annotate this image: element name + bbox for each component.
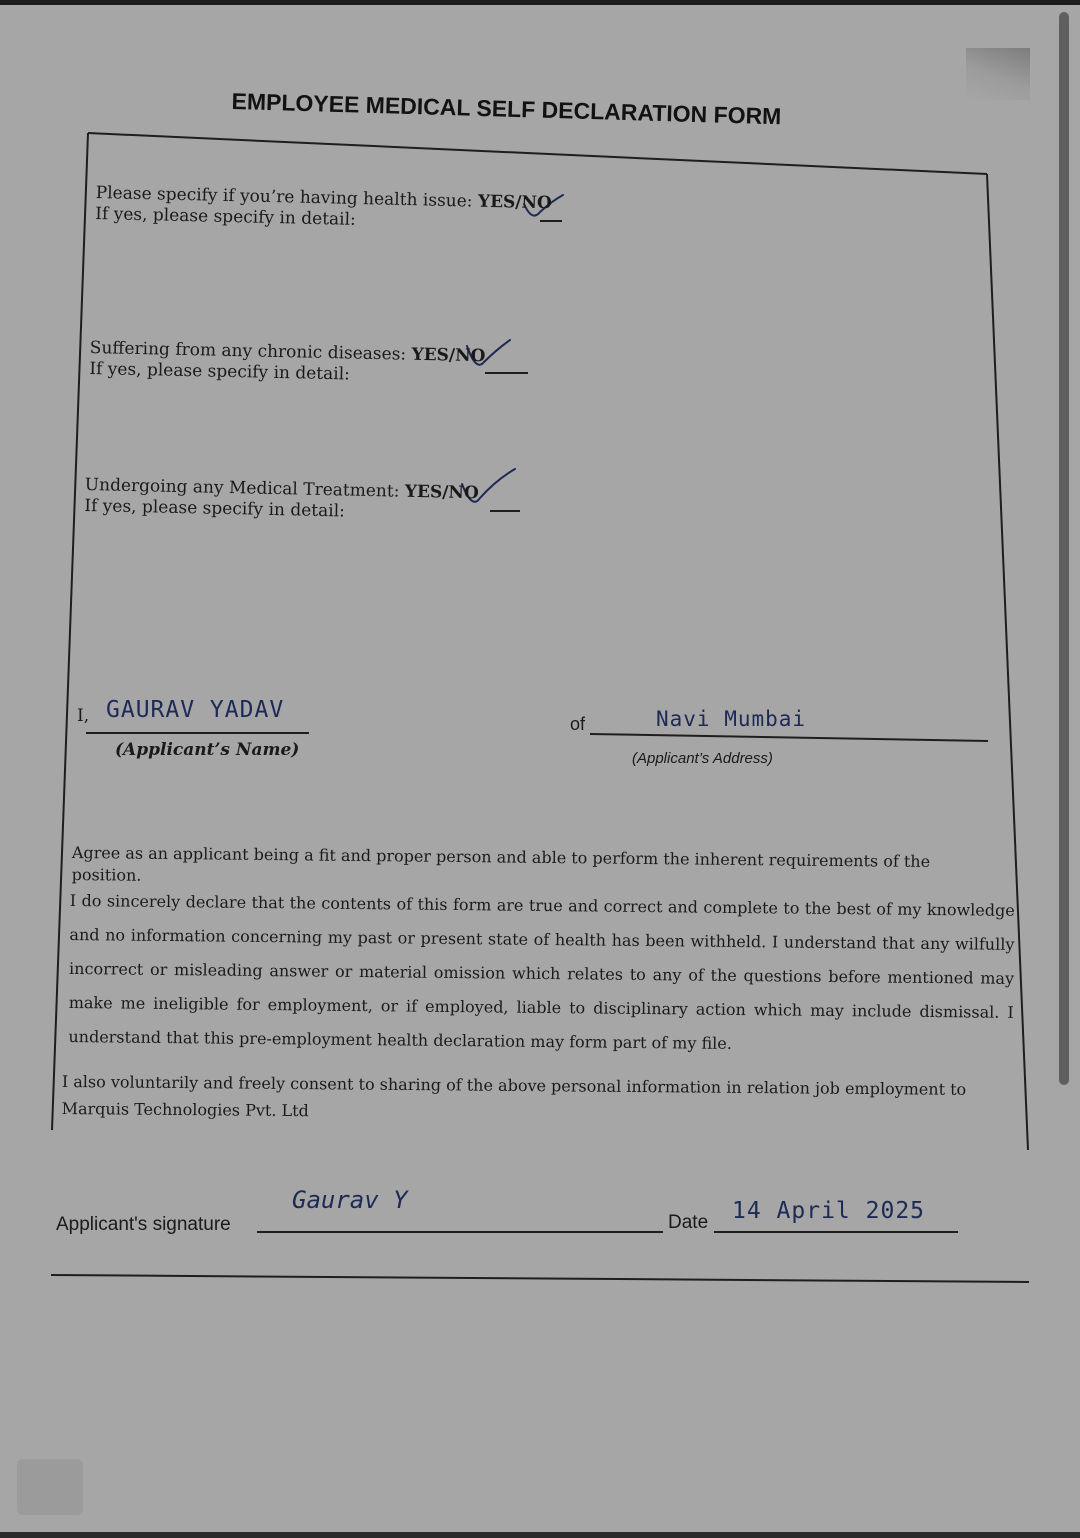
- question-prompt: Suffering from any chronic diseases:: [89, 338, 407, 365]
- question-chronic-diseases: [89, 338, 486, 388]
- signature-label: Applicant's signature: [56, 1214, 231, 1235]
- signature-value: Gaurav Y: [292, 1186, 408, 1214]
- applicant-address-value: Navi Mumbai: [656, 707, 807, 731]
- question-prompt: Please specify if you’re having health issue:: [95, 183, 473, 212]
- window-bottom-bar: [0, 1532, 1080, 1538]
- floating-action-button[interactable]: [17, 1459, 83, 1515]
- date-value: 14 April 2025: [732, 1198, 926, 1224]
- bottom-rule: [51, 1275, 1029, 1282]
- frame-top-line: [88, 133, 987, 174]
- applicant-name-caption: (Applicant’s Name): [115, 740, 300, 760]
- question-detail-prompt: If yes, please specify in detail:: [89, 358, 351, 385]
- applicant-address-caption: (Applicant’s Address): [632, 750, 773, 767]
- question-prompt: Undergoing any Medical Treatment:: [84, 475, 400, 502]
- address-prefix: of: [570, 714, 586, 734]
- question-options: YES/NO: [477, 191, 553, 214]
- question-options: YES/NO: [404, 481, 479, 504]
- question-detail-prompt: If yes, please specify in detail:: [95, 203, 357, 230]
- question-options: YES/NO: [411, 344, 486, 367]
- address-underline: [590, 734, 988, 741]
- form-title: EMPLOYEE MEDICAL SELF DECLARATION FORM: [231, 88, 782, 130]
- name-prefix: I,: [77, 706, 90, 726]
- declaration-paragraph: I do sincerely declare that the contents of this form are true and correct and complete to the best of my knowledge and no information concerning my past or present state of health has been withheld. I understand that any wilfully incorrect or misleading answer or material omission which relates to any of the questions before mentioned may make me ineligible for employment, or if employed, liable to disciplinary action which may include dismissal. I understand that this pre-employment health declaration may form part of my file.: [68, 890, 1015, 1053]
- consent-paragraph: I also voluntarily and freely consent to sharing of the above personal information in relation job employment to Marquis Technologies Pvt. Ltd: [61, 1071, 967, 1121]
- date-label: Date: [668, 1212, 709, 1233]
- scrollbar-thumb[interactable]: [1059, 12, 1069, 1085]
- question-medical-treatment: [84, 475, 479, 525]
- applicant-name-value: GAURAV YADAV: [106, 697, 285, 723]
- agree-paragraph: Agree as an applicant being a fit and proper person and able to perform the inherent requirements of the position.: [71, 842, 931, 885]
- question-detail-prompt: If yes, please specify in detail:: [84, 495, 346, 522]
